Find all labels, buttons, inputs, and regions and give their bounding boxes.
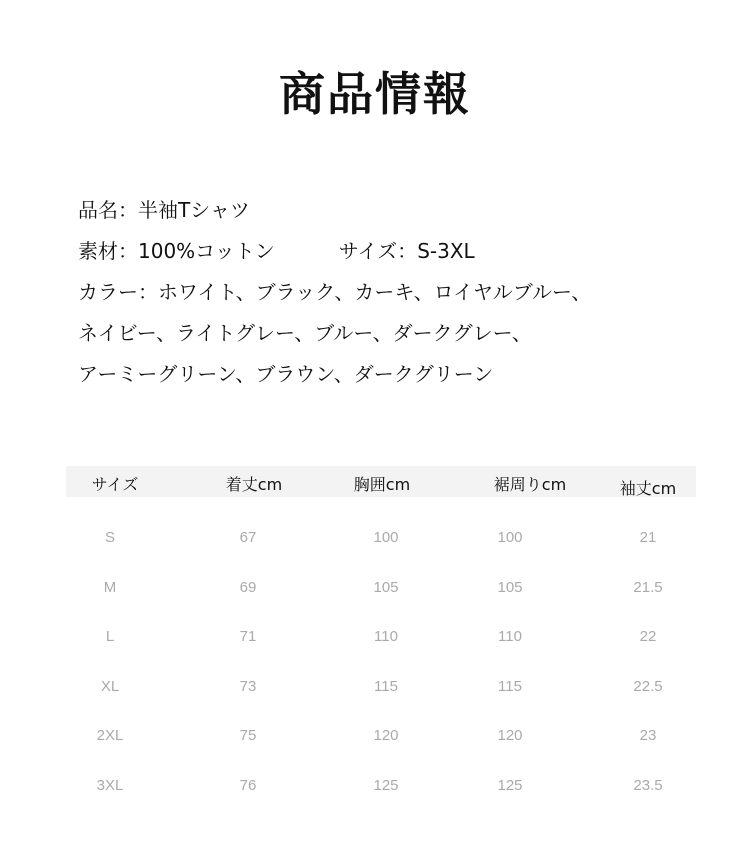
column-header: 袖丈cm bbox=[619, 479, 677, 498]
table-cell: 125 bbox=[497, 777, 523, 794]
product-name-line bbox=[78, 190, 591, 231]
table-cell: XL bbox=[100, 678, 120, 695]
table-cell: 110 bbox=[498, 628, 522, 645]
label: 素材： bbox=[78, 239, 138, 263]
table-cell: 3XL bbox=[96, 777, 124, 794]
table-cell: 67 bbox=[239, 529, 257, 546]
label: 品名： bbox=[78, 198, 138, 222]
table-cell: 76 bbox=[239, 777, 257, 794]
table-cell: 22 bbox=[639, 628, 657, 645]
value: ホワイト、ブラック、カーキ、ロイヤルブルー、 bbox=[158, 280, 592, 304]
table-cell: 69 bbox=[239, 579, 257, 596]
column-header: 着丈cm bbox=[225, 475, 283, 494]
table-cell: 23.5 bbox=[633, 777, 663, 794]
table-cell: 23 bbox=[639, 727, 657, 744]
table-cell: 100 bbox=[373, 529, 399, 546]
value: 半袖Tシャツ bbox=[138, 198, 250, 222]
table-cell: 115 bbox=[498, 678, 522, 695]
table-cell: 75 bbox=[239, 727, 257, 744]
table-cell: 120 bbox=[373, 727, 399, 744]
table-cell: M bbox=[103, 579, 117, 596]
color-line bbox=[78, 272, 591, 313]
table-cell: 21.5 bbox=[633, 579, 663, 596]
table-cell: 22.5 bbox=[633, 678, 663, 695]
product-info bbox=[78, 190, 591, 395]
color-line: ネイビー、ライトグレー、ブルー、ダークグレー、 bbox=[78, 321, 532, 345]
table-cell: 110 bbox=[374, 628, 398, 645]
column-header: 裾周りcm bbox=[493, 475, 567, 494]
table-cell: S bbox=[104, 529, 116, 546]
table-cell: 125 bbox=[373, 777, 399, 794]
label: カラー： bbox=[78, 280, 158, 304]
value: 100%コットン bbox=[138, 239, 275, 263]
color-line: アーミーグリーン、ブラウン、ダークグリーン bbox=[78, 362, 494, 386]
table-cell: 120 bbox=[497, 727, 523, 744]
page-title: 商品情報 bbox=[279, 67, 471, 121]
table-cell: 21 bbox=[639, 529, 657, 546]
column-header: サイズ bbox=[91, 475, 139, 494]
table-cell: 73 bbox=[239, 678, 257, 695]
material-line bbox=[78, 231, 591, 272]
label: サイズ： bbox=[338, 239, 418, 263]
table-cell: 105 bbox=[497, 579, 523, 596]
table-cell: L bbox=[105, 628, 115, 645]
table-cell: 100 bbox=[497, 529, 523, 546]
value: S-3XL bbox=[417, 239, 475, 263]
table-cell: 105 bbox=[373, 579, 399, 596]
table-cell: 115 bbox=[374, 678, 398, 695]
column-header: 胸囲cm bbox=[353, 475, 411, 494]
table-cell: 2XL bbox=[96, 727, 124, 744]
table-cell: 71 bbox=[239, 628, 257, 645]
